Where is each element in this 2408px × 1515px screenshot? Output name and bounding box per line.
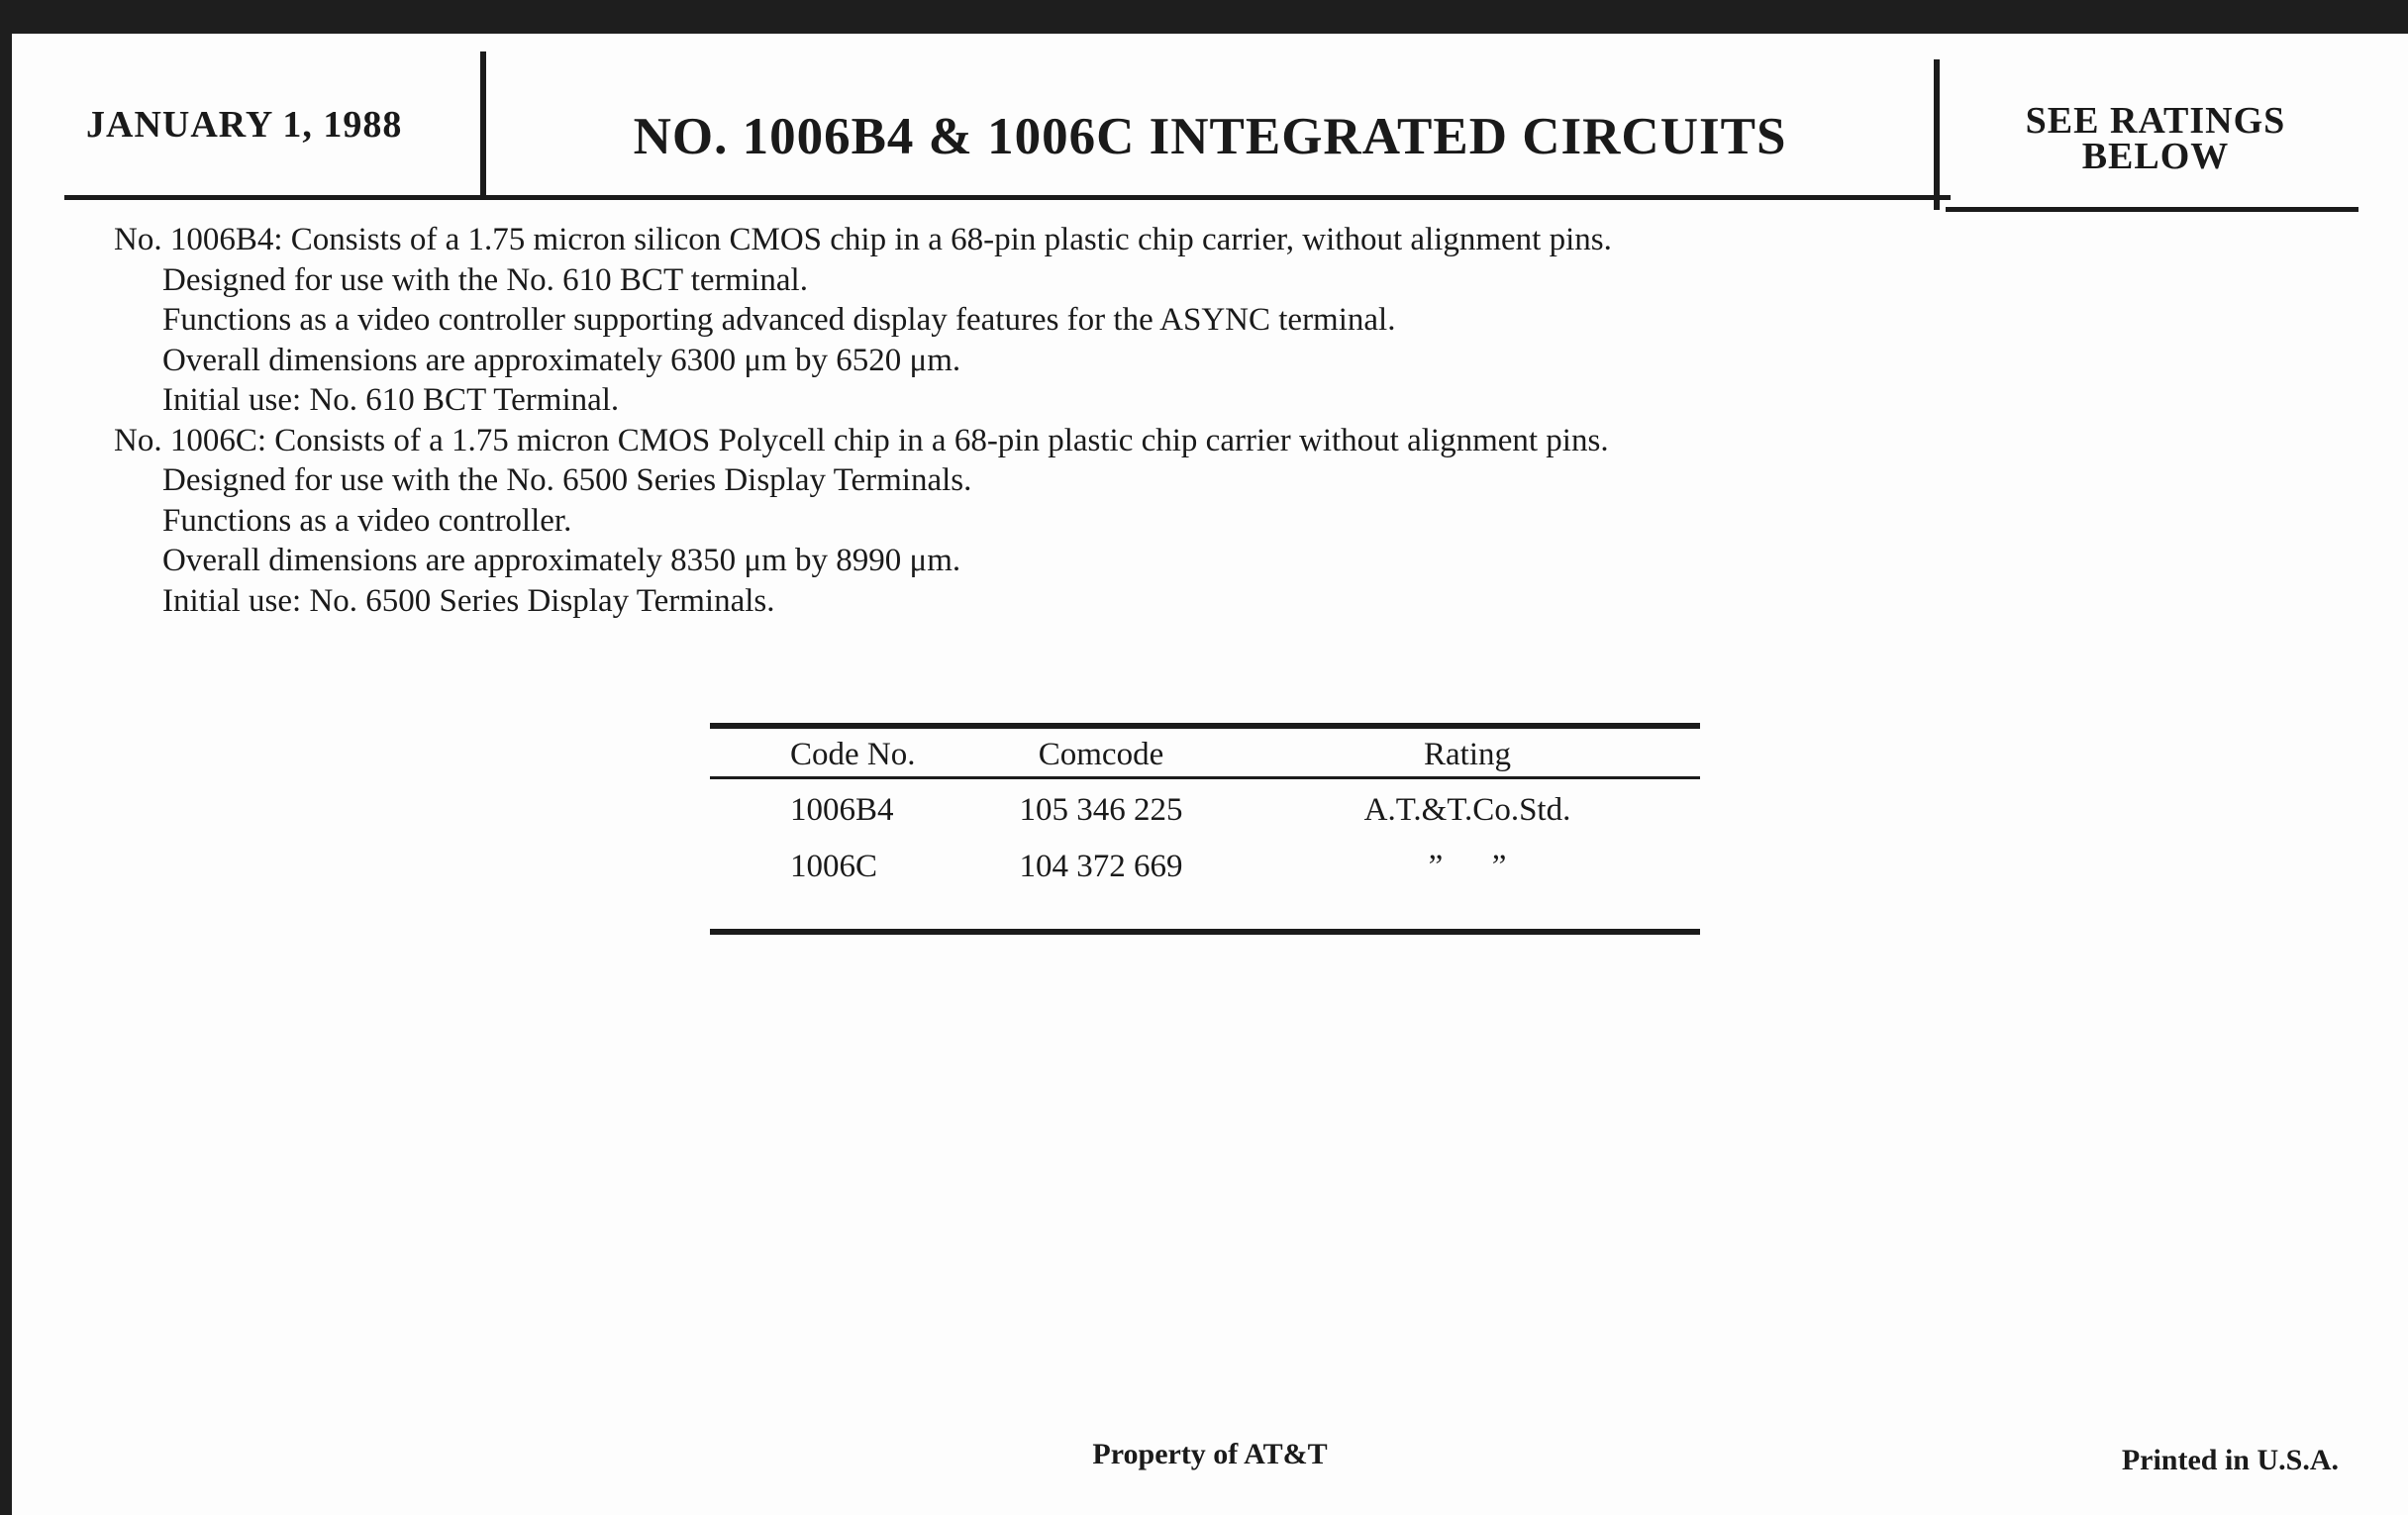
description-line: Overall dimensions are approximately 8350 μm by 8990 μm. xyxy=(162,543,961,578)
description-line: Initial use: No. 610 BCT Terminal. xyxy=(162,382,620,418)
description-line: Designed for use with the No. 6500 Series Display Terminals. xyxy=(162,462,972,498)
table-header-comcode: Comcode xyxy=(1038,737,1164,772)
table-header-rating: Rating xyxy=(1424,737,1511,772)
table-cell-comcode: 104 372 669 xyxy=(1019,849,1183,884)
ratings-line: SEE RATINGS xyxy=(2025,100,2286,142)
page-title: NO. 1006B4 & 1006C INTEGRATED CIRCUITS xyxy=(633,108,1787,165)
header-divider xyxy=(1934,59,1940,210)
footer-property: Property of AT&T xyxy=(1092,1438,1328,1470)
description-line: Designed for use with the No. 610 BCT terminal. xyxy=(162,261,808,298)
description-line: Overall dimensions are approximately 6300 μm by 6520 μm. xyxy=(162,342,961,378)
table-cell-rating: ” ” xyxy=(1428,849,1507,884)
table-header-code: Code No. xyxy=(790,737,916,772)
header-divider xyxy=(480,51,486,200)
header-rule xyxy=(64,195,1951,200)
table-cell-rating: A.T.&T.Co.Std. xyxy=(1363,792,1571,828)
table-rule xyxy=(710,776,1700,779)
description-block xyxy=(114,220,1876,621)
description-line: Initial use: No. 6500 Series Display Terminals. xyxy=(162,582,775,619)
table-cell-code: 1006B4 xyxy=(790,792,894,828)
table-cell-comcode: 105 346 225 xyxy=(1019,792,1183,828)
description-line: No. 1006C: Consists of a 1.75 micron CMOS Polycell chip in a 68-pin plastic chip carrier without alignment pins. xyxy=(114,422,1609,458)
table-rule xyxy=(710,929,1700,935)
header-date: JANUARY 1, 1988 xyxy=(86,104,403,146)
table-rule xyxy=(710,723,1700,729)
header-ratings-note xyxy=(1953,100,2358,177)
description-line: Functions as a video controller. xyxy=(162,502,572,539)
ratings-line: BELOW xyxy=(2081,136,2230,177)
footer-printed: Printed in U.S.A. xyxy=(2121,1444,2339,1476)
header-rule xyxy=(1946,207,2358,212)
table-cell-code: 1006C xyxy=(790,849,878,884)
catalog-card xyxy=(12,34,2408,1515)
ratings-table xyxy=(710,723,1700,936)
description-line: Functions as a video controller supporting advanced display features for the ASYNC terminal. xyxy=(162,302,1396,338)
description-line: No. 1006B4: Consists of a 1.75 micron silicon CMOS chip in a 68-pin plastic chip carrier, without alignment pins. xyxy=(114,222,1612,257)
